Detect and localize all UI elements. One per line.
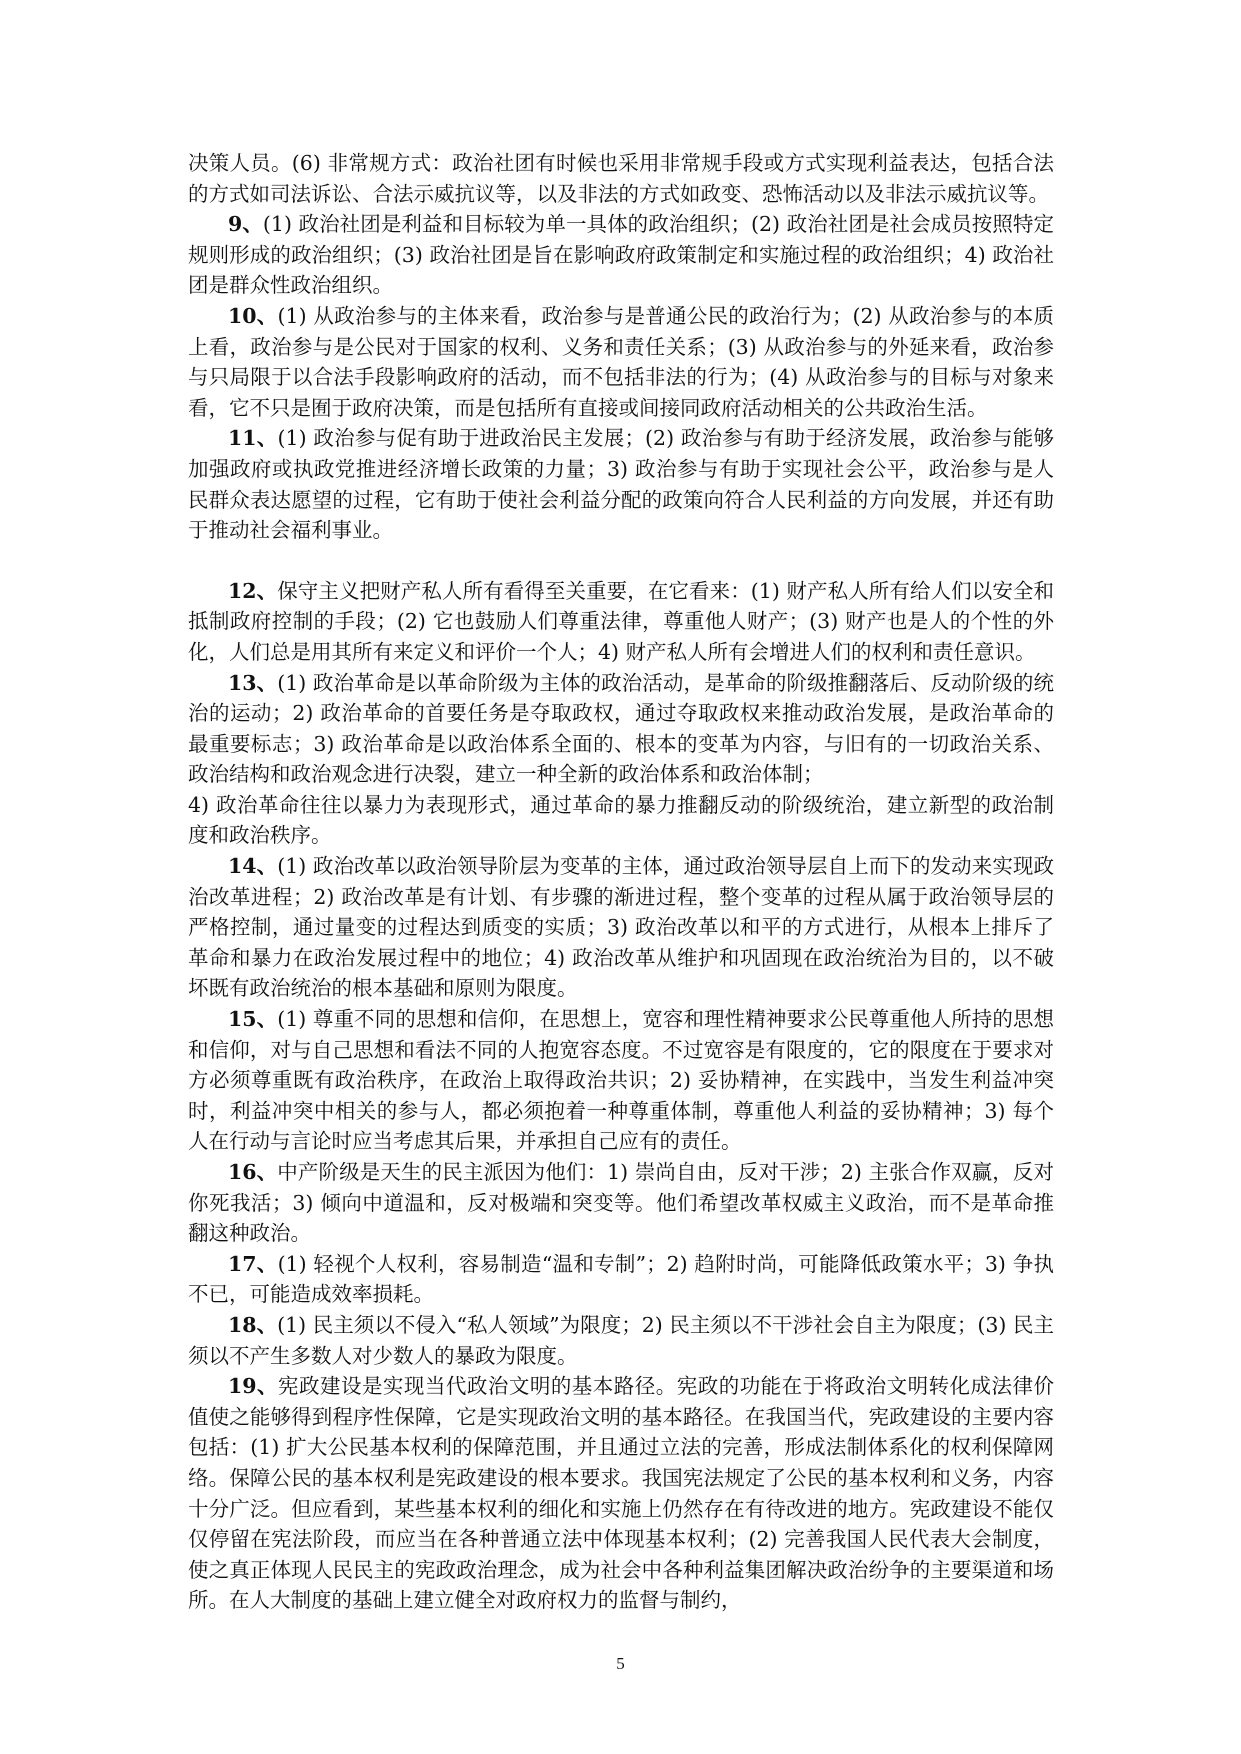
answer-12 <box>188 576 1054 668</box>
paragraph-text: 保守主义把财产私人所有看得至关重要，在它看来：(1) 财产私人所有给人们以安全和抵制政府控制的手段；(2) 它也鼓励人们尊重法律，尊重他人财产；(3) 财产也是人的个性的外化，人们总是用其所有来定义和评价一个人；4) 财产私人所有会增进人们的权利和责任意识。 <box>188 578 1054 664</box>
paragraph-text: 4) 政治革命往往以暴力为表现形式，通过革命的暴力推翻反动的阶级统治，建立新型的政治制度和政治秩序。 <box>188 792 1054 848</box>
paragraph-text: (1) 民主须以不侵入“私人领域”为限度；2) 民主须以不干涉社会自主为限度；(3) 民主须以不产生多数人对少数人的暴政为限度。 <box>188 1312 1055 1368</box>
paragraph-text: (1) 轻视个人权利，容易制造“温和专制”；2) 趋附时尚，可能降低政策水平；3) 争执不已，可能造成效率损耗。 <box>188 1251 1054 1307</box>
answer-number: 19、 <box>228 1374 278 1399</box>
answer-19 <box>188 1371 1054 1616</box>
answer-number: 10、 <box>228 303 278 328</box>
paragraph-text: (1) 政治革命是以革命阶级为主体的政治活动，是革命的阶级推翻落后、反动阶级的统治的运动；2) 政治革命的首要任务是夺取政权，通过夺取政权来推动政治发展，是政治革命的最重要标志；3) 政治革命是以政治体系全面的、根本的变革为内容，与旧有的一切政治关系、政治结构和政治观念进行决裂，建立一种全新的政治体系和政治体制； <box>188 670 1054 787</box>
answer-number: 12、 <box>228 578 278 603</box>
answer-10 <box>188 301 1054 423</box>
answer-16 <box>188 1157 1054 1249</box>
answer-17 <box>188 1249 1054 1310</box>
paragraph-text: (1) 从政治参与的主体来看，政治参与是普通公民的政治行为；(2) 从政治参与的本质上看，政治参与是公民对于国家的权利、义务和责任关系；(3) 从政治参与的外延来看，政治参与只局限于以合法手段影响政府的活动，而不包括非法的行为；(4) 从政治参与的目标与对象来看，它不只是囿于政府决策，而是包括所有直接或间接同政府活动相关的公共政治生活。 <box>188 303 1055 420</box>
paragraph-text: 中产阶级是天生的民主派因为他们：1) 崇尚自由，反对干涉；2) 主张合作双赢，反对你死我活；3) 倾向中道温和，反对极端和突变等。他们希望改革权威主义政治，而不是革命推翻这种政治。 <box>188 1160 1054 1246</box>
paragraph-text: (1) 政治改革以政治领导阶层为变革的主体，通过政治领导层自上而下的发动来实现政治改革进程；2) 政治改革是有计划、有步骤的渐进过程，整个变革的过程从属于政治领导层的严格控制，通过量变的过程达到质变的实质；3) 政治改革以和平的方式进行，从根本上排斥了革命和暴力在政治发展过程中的地位；4) 政治改革从维护和巩固现在政治统治为目的，以不破坏既有政治统治的根本基础和原则为限度。 <box>188 854 1054 1001</box>
paragraph-continuation <box>188 148 1054 209</box>
answer-number: 11、 <box>228 426 278 451</box>
page-number: 5 <box>616 1654 625 1673</box>
answer-number: 14、 <box>228 854 278 879</box>
paragraph-text: 决策人员。(6) 非常规方式：政治社团有时候也采用非常规手段或方式实现利益表达，包括合法的方式如司法诉讼、合法示威抗议等，以及非法的方式如政变、恐怖活动以及非法示威抗议等。 <box>188 151 1054 206</box>
paragraph-text: (1) 尊重不同的思想和信仰，在思想上，宽容和理性精神要求公民尊重他人所持的思想和信仰，对与自己思想和看法不同的人抱宽容态度。不过宽容是有限度的，它的限度在于要求对方必须尊重既有政治秩序，在政治上取得政治共识；2) 妥协精神，在实践中，当发生利益冲突时，利益冲突中相关的参与人，都必须抱着一种尊重体制，尊重他人利益的妥协精神；3) 每个人在行动与言论时应当考虑其后果，并承担自己应有的责任。 <box>188 1007 1054 1154</box>
paragraph-gap <box>188 546 1054 576</box>
answer-number: 17、 <box>228 1251 278 1276</box>
answer-9 <box>188 209 1054 301</box>
answer-15 <box>188 1004 1054 1157</box>
paragraph-text: (1) 政治参与促有助于进政治民主发展；(2) 政治参与有助于经济发展，政治参与能够加强政府或执政党推进经济增长政策的力量；3) 政治参与有助于实现社会公平，政治参与是人民群众表达愿望的过程，它有助于使社会利益分配的政策向符合人民利益的方向发展，并还有助于推动社会福利事业。 <box>188 426 1055 543</box>
answer-13 <box>188 668 1054 790</box>
answer-18 <box>188 1310 1054 1371</box>
answer-number: 9、 <box>228 212 263 237</box>
document-body <box>188 148 1054 1616</box>
answer-number: 18、 <box>228 1312 278 1337</box>
paragraph-text: 宪政建设是实现当代政治文明的基本路径。宪政的功能在于将政治文明转化成法律价值使之能够得到程序性保障，它是实现政治文明的基本路径。在我国当代，宪政建设的主要内容包括：(1) 扩大公民基本权利的保障范围，并且通过立法的完善，形成法制体系化的权利保障网络。保障公民的基本权利是宪政建设的根本要求。我国宪法规定了公民的基本权利和义务，内容十分广泛。但应看到，某些基本权利的细化和实施上仍然存在有待改进的地方。宪政建设不能仅仅停留在宪法阶段，而应当在各种普通立法中体现基本权利；(2) 完善我国人民代表大会制度，使之真正体现人民民主的宪政政治理念，成为社会中各种利益集团解决政治纷争的主要渠道和场所。在人大制度的基础上建立健全对政府权力的监督与制约， <box>188 1374 1054 1613</box>
paragraph-text: (1) 政治社团是利益和目标较为单一具体的政治组织；(2) 政治社团是社会成员按照特定规则形成的政治组织；(3) 政治社团是旨在影响政府政策制定和实施过程的政治组织；4) 政治社团是群众性政治组织。 <box>188 212 1054 298</box>
answer-number: 15、 <box>228 1007 278 1032</box>
answer-number: 16、 <box>228 1160 278 1184</box>
answer-11 <box>188 423 1054 545</box>
answer-13-continuation <box>188 790 1054 851</box>
answer-number: 13、 <box>228 670 278 695</box>
answer-14 <box>188 851 1054 1004</box>
